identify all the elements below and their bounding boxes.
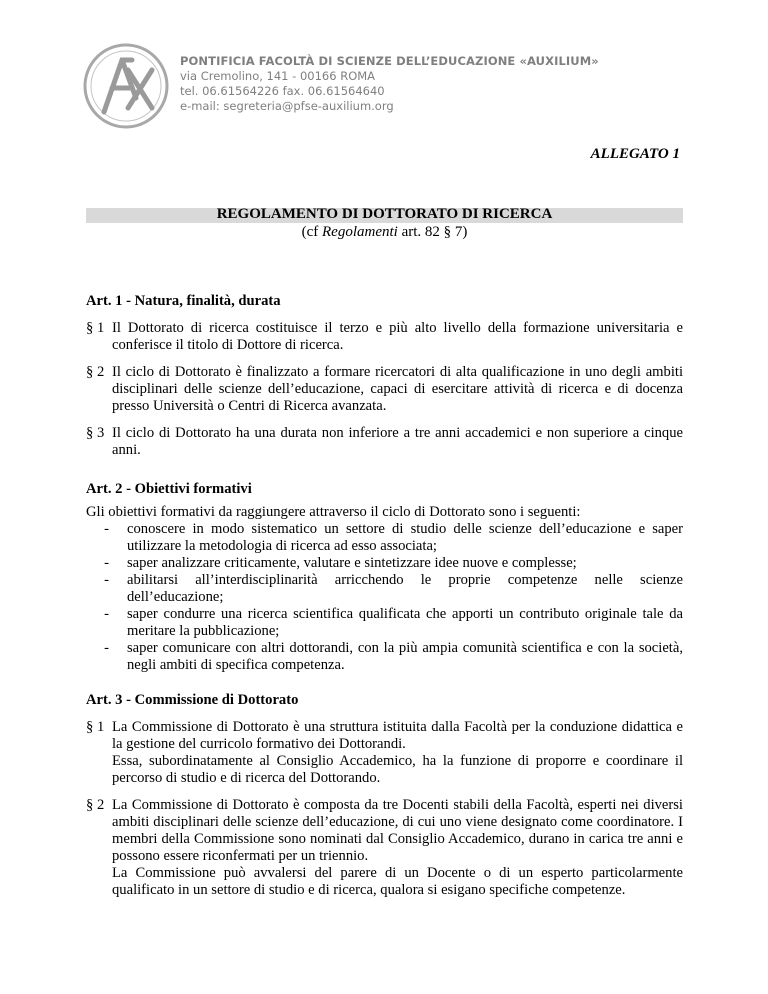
section-number: § 1	[86, 320, 105, 336]
list-item: - saper condurre una ricerca scientifica qualificata che apporti un contributo originale tale da meritare la pubblicazione;	[104, 606, 683, 639]
article-intro: Gli obiettivi formativi da raggiungere attraverso il ciclo di Dottorato sono i seguenti:	[86, 504, 581, 520]
list-item-text: conoscere in modo sistematico un settore di studio delle scienze dell’educazione e saper utilizzare la metodologia di ricerca ad esso associata;	[127, 521, 683, 554]
article-heading: Art. 2 - Obiettivi formativi	[86, 481, 252, 497]
article-heading: Art. 1 - Natura, finalità, durata	[86, 293, 281, 309]
document-title: REGOLAMENTO DI DOTTORATO DI RICERCA	[216, 206, 553, 222]
list-item: - saper comunicare con altri dottorandi, con la più ampia comunità scientifica e con la società, negli ambiti di specifica competenza.	[104, 640, 683, 673]
paragraph-text: La Commissione di Dottorato è composta da tre Docenti stabili della Facoltà, esperti nei diversi ambiti disciplinari delle scienze dell’educazione, di cui uno viene designato come coordinatore. I membri della Commissione sono nominati dal Consiglio Accademico, durano in carica tre anni e possono essere riconfermati per un triennio. La Commissione può avvalersi del parere di un Docente o di un esperto particolarmente qualificato in un settore di studio e di ricerca, qualora si esigano specifiche competenze.	[112, 797, 683, 898]
list-item-text: abilitarsi all’interdisciplinarità arricchendo le proprie competenze nelle scienze dell’educazione;	[127, 572, 683, 605]
paragraph	[86, 719, 683, 787]
section-number: § 2	[86, 364, 105, 380]
list-item-text: saper comunicare con altri dottorandi, con la più ampia comunità scientifica e con la società, negli ambiti di specifica competenza.	[127, 640, 683, 673]
article-2	[86, 481, 683, 674]
paragraph-text: La Commissione di Dottorato è una struttura istituita dalla Facoltà per la conduzione didattica e la gestione del curricolo formativo dei Dottorandi. Essa, subordinatamente al Consiglio Accademico, ha la funzione di proporre e coordinare il percorso di studio e di ricerca del Dottorando.	[112, 719, 683, 786]
section-number: § 2	[86, 797, 105, 813]
article-3	[86, 692, 683, 899]
paragraph-text: Il Dottorato di ricerca costituisce il terzo e più alto livello della formazione universitaria e conferisce il titolo di Dottore di ricerca.	[112, 320, 683, 353]
paragraph	[86, 425, 683, 459]
article-heading: Art. 3 - Commissione di Dottorato	[86, 692, 299, 708]
letterhead	[180, 54, 599, 114]
objectives-list	[86, 521, 683, 674]
article-1	[86, 293, 683, 459]
auxilium-logo	[82, 42, 170, 130]
institution-address: via Cremolino, 141 - 00166 ROMA	[180, 69, 376, 83]
paragraph	[86, 797, 683, 899]
list-item-text: saper condurre una ricerca scientifica qualificata che apporti un contributo originale tale da meritare la pubblicazione;	[127, 606, 683, 639]
section-number: § 1	[86, 719, 105, 735]
document-body	[86, 293, 683, 899]
paragraph-text: Il ciclo di Dottorato è finalizzato a formare ricercatori di alta qualificazione in uno degli ambiti disciplinari delle scienze dell’educazione, capaci di esercitare attività di ricerca e di docenza presso Università o Centri di Ricerca avanzata.	[112, 364, 683, 414]
list-item: - conoscere in modo sistematico un settore di studio delle scienze dell’educazione e saper utilizzare la metodologia di ricerca ad esso associata;	[104, 521, 683, 554]
allegato-label: ALLEGATO 1	[590, 146, 680, 162]
section-number: § 3	[86, 425, 105, 441]
paragraph-text: Il ciclo di Dottorato ha una durata non inferiore a tre anni accademici e non superiore a cinque anni.	[112, 425, 683, 458]
list-item-text: saper analizzare criticamente, valutare e sintetizzare idee nuove e complesse;	[127, 555, 577, 571]
institution-name: PONTIFICIA FACOLTÀ DI SCIENZE DELL’EDUCAZIONE «AUXILIUM»	[180, 54, 599, 68]
paragraph	[86, 320, 683, 354]
list-item: - saper analizzare criticamente, valutare e sintetizzare idee nuove e complesse;	[86, 555, 683, 572]
institution-phone: tel. 06.61564226 fax. 06.61564640	[180, 84, 385, 98]
institution-email: e-mail: segreteria@pfse-auxilium.org	[180, 99, 394, 113]
document-subtitle: (cf Regolamenti art. 82 § 7)	[301, 224, 468, 240]
paragraph	[86, 364, 683, 415]
list-item: - abilitarsi all’interdisciplinarità arricchendo le proprie competenze nelle scienze dell’educazione;	[104, 572, 683, 605]
